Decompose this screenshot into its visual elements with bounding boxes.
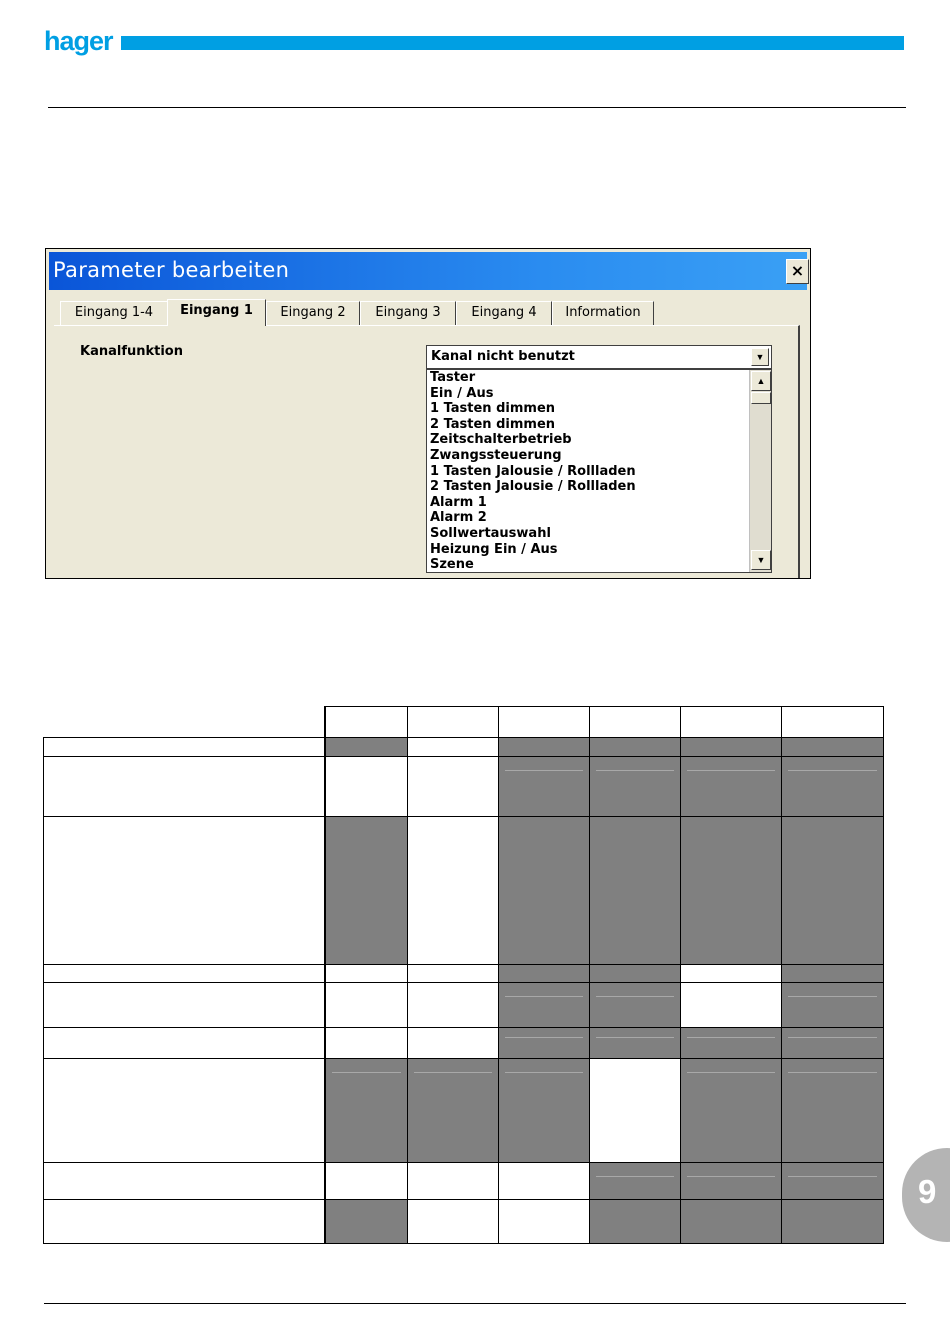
table-cell <box>499 965 590 983</box>
table-cell <box>325 1200 408 1244</box>
tab-eingang-4[interactable]: Eingang 4 <box>456 301 552 325</box>
table-cell <box>499 817 590 965</box>
table-cell <box>590 817 681 965</box>
list-item[interactable]: Sollwertauswahl <box>430 526 551 541</box>
table-cell <box>408 1200 499 1244</box>
table-cell <box>590 965 681 983</box>
header-rule <box>48 107 906 108</box>
table-cell <box>681 1163 782 1200</box>
table-cell <box>782 738 884 757</box>
table-cell <box>782 1200 884 1244</box>
row-label <box>44 817 325 965</box>
table-cell <box>325 817 408 965</box>
dialog-title: Parameter bearbeiten <box>53 258 290 282</box>
table-cell <box>408 983 499 1028</box>
tab-eingang-1-4[interactable]: Eingang 1-4 <box>60 301 168 325</box>
table-header-cell <box>590 707 681 738</box>
table-cell <box>499 738 590 757</box>
row-label <box>44 983 325 1028</box>
table-cell <box>499 1059 590 1163</box>
list-item[interactable]: 1 Tasten dimmen <box>430 401 556 417</box>
hager-logo: hager <box>44 26 113 56</box>
table-cell <box>782 1028 884 1059</box>
function-matrix-table <box>43 706 884 1244</box>
list-item[interactable]: Taster <box>430 370 476 385</box>
table-cell <box>681 757 782 817</box>
table-cell <box>408 1163 499 1200</box>
list-scrollbar[interactable] <box>749 370 771 572</box>
combo-value: Kanal nicht benutzt <box>431 349 575 364</box>
row-label <box>44 965 325 983</box>
table-cell <box>782 965 884 983</box>
table-cell <box>325 757 408 817</box>
table-row <box>44 757 884 817</box>
table-header-cell <box>499 707 590 738</box>
table-header-cell <box>408 707 499 738</box>
close-button[interactable]: × <box>786 259 809 284</box>
list-item[interactable]: 2 Tasten dimmen <box>430 416 556 432</box>
table-cell <box>325 1028 408 1059</box>
table-header-cell <box>325 707 408 738</box>
table-cell <box>681 1028 782 1059</box>
row-label <box>44 757 325 817</box>
table-header-cell <box>782 707 884 738</box>
table-cell <box>499 1163 590 1200</box>
chevron-down-icon[interactable]: ▼ <box>751 348 769 366</box>
table-cell <box>681 738 782 757</box>
table-row <box>44 1028 884 1059</box>
table-cell <box>681 983 782 1028</box>
table-cell <box>408 738 499 757</box>
table-cell <box>499 1028 590 1059</box>
scroll-thumb[interactable] <box>751 392 771 404</box>
scroll-up-icon[interactable]: ▲ <box>751 371 771 391</box>
table-cell <box>590 1200 681 1244</box>
table-cell <box>782 757 884 817</box>
parameter-dialog <box>45 248 811 579</box>
table-cell <box>499 1200 590 1244</box>
tab-eingang-3[interactable]: Eingang 3 <box>360 301 456 325</box>
brand-bar <box>121 36 904 50</box>
table-cell <box>681 817 782 965</box>
table-cell <box>325 965 408 983</box>
table-cell <box>590 1028 681 1059</box>
table-cell <box>782 817 884 965</box>
table-cell <box>408 1028 499 1059</box>
list-item[interactable]: Ein / Aus <box>430 385 494 401</box>
list-item[interactable]: Alarm 2 <box>430 510 487 526</box>
table-row <box>44 1059 884 1163</box>
table-cell <box>681 1200 782 1244</box>
table-cell <box>408 965 499 983</box>
table-header-cell <box>681 707 782 738</box>
table-cell <box>590 1163 681 1200</box>
kanalfunktion-label: Kanalfunktion <box>80 344 183 359</box>
kanalfunktion-select[interactable] <box>426 345 772 369</box>
footer-rule <box>44 1303 906 1304</box>
scroll-down-icon[interactable]: ▼ <box>751 550 771 570</box>
tab-eingang-2[interactable]: Eingang 2 <box>266 301 360 325</box>
list-item[interactable]: Zeitschalterbetrieb <box>430 432 572 448</box>
list-item[interactable]: Zwangssteuerung <box>430 448 562 463</box>
table-cell <box>590 983 681 1028</box>
row-label <box>44 738 325 757</box>
table-cell <box>325 983 408 1028</box>
table-cell <box>590 757 681 817</box>
list-item[interactable]: Alarm 1 <box>430 494 487 510</box>
list-item[interactable]: 2 Tasten Jalousie / Rollladen <box>430 479 636 495</box>
table-row <box>44 965 884 983</box>
list-item[interactable]: Heizung Ein / Aus <box>430 541 558 557</box>
table-cell <box>325 1059 408 1163</box>
table-corner <box>44 707 325 738</box>
table-cell <box>499 983 590 1028</box>
kanalfunktion-options-list[interactable] <box>426 369 772 573</box>
row-label <box>44 1200 325 1244</box>
table-row <box>44 1200 884 1244</box>
table-cell <box>325 1163 408 1200</box>
table-header-row <box>44 707 884 738</box>
table-row <box>44 1163 884 1200</box>
table-cell <box>499 757 590 817</box>
list-item[interactable]: 1 Tasten Jalousie / Rollladen <box>430 463 636 479</box>
table-cell <box>590 738 681 757</box>
table-cell <box>408 1059 499 1163</box>
chapter-number: 9 <box>918 1173 937 1210</box>
table-cell <box>408 817 499 965</box>
table-row <box>44 817 884 965</box>
table-cell <box>325 738 408 757</box>
table-cell <box>681 965 782 983</box>
tab-information[interactable]: Information <box>552 301 654 325</box>
table-cell <box>590 1059 681 1163</box>
dialog-titlebar <box>49 252 807 290</box>
table-row <box>44 738 884 757</box>
row-label <box>44 1163 325 1200</box>
row-label <box>44 1059 325 1163</box>
row-label <box>44 1028 325 1059</box>
list-item[interactable]: Szene <box>430 557 474 573</box>
table-row <box>44 983 884 1028</box>
tab-eingang-1[interactable]: Eingang 1 <box>167 299 266 326</box>
table-cell <box>681 1059 782 1163</box>
table-cell <box>782 983 884 1028</box>
table-cell <box>408 757 499 817</box>
table-cell <box>782 1059 884 1163</box>
table-cell <box>782 1163 884 1200</box>
